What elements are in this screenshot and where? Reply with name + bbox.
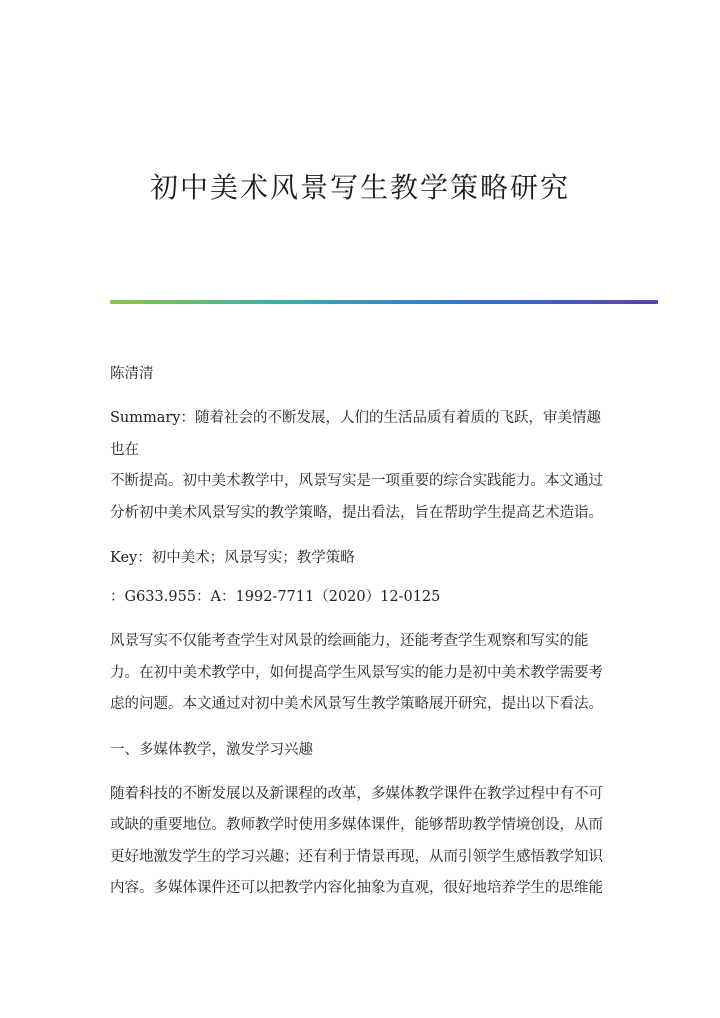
summary-line: 不断提高。初中美术教学中，风景写实是一项重要的综合实践能力。本文通过 [110, 473, 603, 489]
section-line: 或缺的重要地位。教师教学时使用多媒体课件，能够帮助教学情境创设，从而 [110, 817, 603, 833]
page-title: 初中美术风景写生教学策略研究 [149, 171, 570, 204]
author-name: 陈清清 [110, 366, 154, 382]
intro-line: 风景写实不仅能考查学生对风景的绘画能力，还能考查学生观察和写实的能 [110, 633, 589, 649]
intro-line: 虑的问题。本文通过对初中美术风景写生教学策略展开研究，提出以下看法。 [110, 696, 603, 712]
section-line: 随着科技的不断发展以及新课程的改革，多媒体教学课件在教学过程中有不可 [110, 785, 603, 802]
classification-line: ：G633.955：A：1992-7711（2020）12-0125 [110, 589, 441, 605]
section-line: 更好地激发学生的学习兴趣；还有利于情景再现，从而引领学生感悟教学知识 [110, 848, 603, 865]
intro-paragraph [110, 626, 610, 721]
keywords-line: Key：初中美术；风景写实；教学策略 [110, 550, 355, 566]
summary-line: Summary：随着社会的不断发展，人们的生活品质有着质的飞跃，审美情趣也在 [110, 410, 602, 458]
section-heading: 一、多媒体教学，激发学习兴趣 [110, 741, 313, 758]
title-divider [110, 300, 658, 304]
section-paragraph [110, 779, 610, 905]
document-body [110, 364, 610, 905]
summary-line: 分析初中美术风景写实的教学策略，提出看法，旨在帮助学生提高艺术造诣。 [110, 504, 603, 521]
intro-line: 力。在初中美术教学中，如何提高学生风景写实的能力是初中美术教学需要考 [110, 664, 603, 681]
section-line: 内容。多媒体课件还可以把教学内容化抽象为直观，很好地培养学生的思维能 [110, 880, 603, 896]
summary-paragraph [110, 403, 610, 529]
